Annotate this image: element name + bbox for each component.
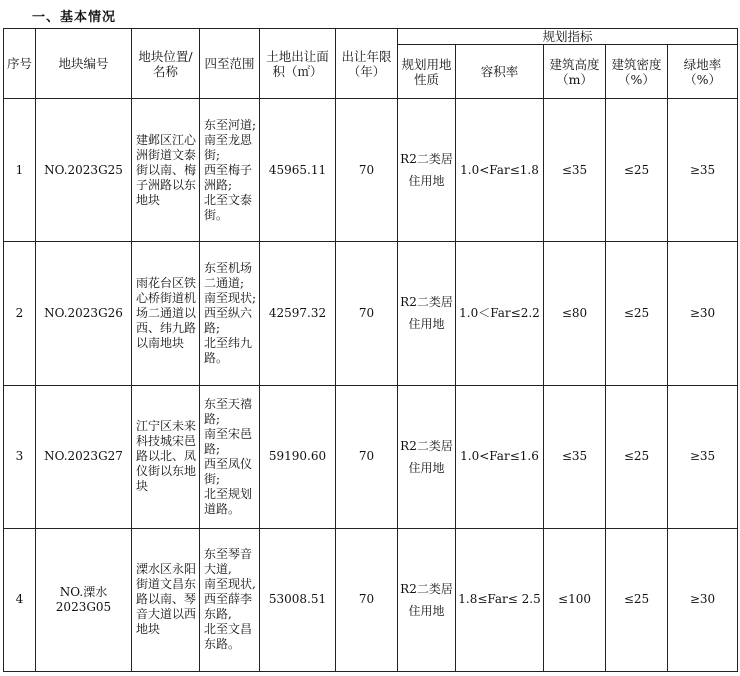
cell-code: NO.2023G27 [36,385,132,528]
header-seq: 序号 [4,29,36,99]
header-planning-group: 规划指标 [398,29,738,45]
cell-use: R2二类居住用地 [398,385,456,528]
cell-years: 70 [336,99,398,242]
cell-location: 江宁区未来科技城宋邑路以北、凤仪街以东地块 [132,385,200,528]
cell-height: ≤80 [544,242,606,385]
cell-density: ≤25 [606,385,668,528]
cell-code: NO.2023G26 [36,242,132,385]
cell-far: 1.0<Far≤1.6 [456,385,544,528]
cell-density: ≤25 [606,99,668,242]
boundary-line: 东至天禧路; [204,396,253,426]
boundary-line: 东至机场二通道; [204,260,253,290]
boundary-line: 北至纬九路。 [204,335,253,365]
cell-boundary [200,242,260,385]
header-height: 建筑高度（m） [544,45,606,99]
header-location: 地块位置/名称 [132,29,200,99]
boundary-line: 南至现状; [204,290,257,305]
header-area: 土地出让面积（㎡） [260,29,336,99]
cell-seq: 4 [4,528,36,671]
header-boundary: 四至范围 [200,29,260,99]
cell-years: 70 [336,528,398,671]
boundary-line: 西至凤仪街; [204,456,253,486]
cell-use: R2二类居住用地 [398,242,456,385]
cell-area: 53008.51 [260,528,336,671]
header-use: 规划用地性质 [398,45,456,99]
header-code: 地块编号 [36,29,132,99]
table-row [4,242,738,385]
cell-boundary [200,528,260,671]
table-row [4,385,738,528]
boundary-line: 西至纵六路; [204,305,253,335]
cell-green: ≥35 [668,385,738,528]
boundary-line: 北至文昌东路。 [204,622,253,652]
boundary-line: 西至梅子洲路; [204,162,253,192]
header-years: 出让年限（年） [336,29,398,99]
cell-years: 70 [336,385,398,528]
header-green: 绿地率（%） [668,45,738,99]
cell-location: 溧水区永阳街道文昌东路以南、琴音大道以西地块 [132,528,200,671]
cell-far: 1.8≤Far≤ 2.5 [456,528,544,671]
cell-green: ≥35 [668,99,738,242]
cell-height: ≤35 [544,99,606,242]
boundary-line: 东至河道; [204,117,257,132]
cell-green: ≥30 [668,528,738,671]
header-far: 容积率 [456,45,544,99]
cell-density: ≤25 [606,242,668,385]
cell-seq: 1 [4,99,36,242]
boundary-line: 南至宋邑路; [204,426,253,456]
cell-boundary [200,99,260,242]
cell-area: 45965.11 [260,99,336,242]
cell-seq: 2 [4,242,36,385]
cell-far: 1.0<Far≤1.8 [456,99,544,242]
boundary-line: 东至琴音大道, [204,547,253,577]
cell-seq: 3 [4,385,36,528]
table-row [4,99,738,242]
boundary-line: 南至龙恩街; [204,132,253,162]
cell-density: ≤25 [606,528,668,671]
cell-boundary [200,385,260,528]
cell-location: 雨花台区铁心桥街道机场二通道以西、纬九路以南地块 [132,242,200,385]
cell-code: NO.溧水2023G05 [36,528,132,671]
cell-use: R2二类居住用地 [398,99,456,242]
boundary-line: 西至薛李东路, [204,592,253,622]
cell-code: NO.2023G25 [36,99,132,242]
cell-green: ≥30 [668,242,738,385]
cell-area: 42597.32 [260,242,336,385]
land-info-table [3,28,738,672]
boundary-line: 北至规划道路。 [204,486,253,516]
cell-location: 建邺区江心洲街道文泰街以南、梅子洲路以东地块 [132,99,200,242]
boundary-line: 北至文泰街。 [204,192,253,222]
section-title: 一、基本情况 [32,10,117,25]
header-density: 建筑密度（%） [606,45,668,99]
cell-years: 70 [336,242,398,385]
table-row [4,528,738,671]
cell-height: ≤100 [544,528,606,671]
cell-use: R2二类居住用地 [398,528,456,671]
cell-area: 59190.60 [260,385,336,528]
boundary-line: 南至现状, [204,577,256,592]
cell-far: 1.0＜Far≤2.2 [456,242,544,385]
cell-height: ≤35 [544,385,606,528]
